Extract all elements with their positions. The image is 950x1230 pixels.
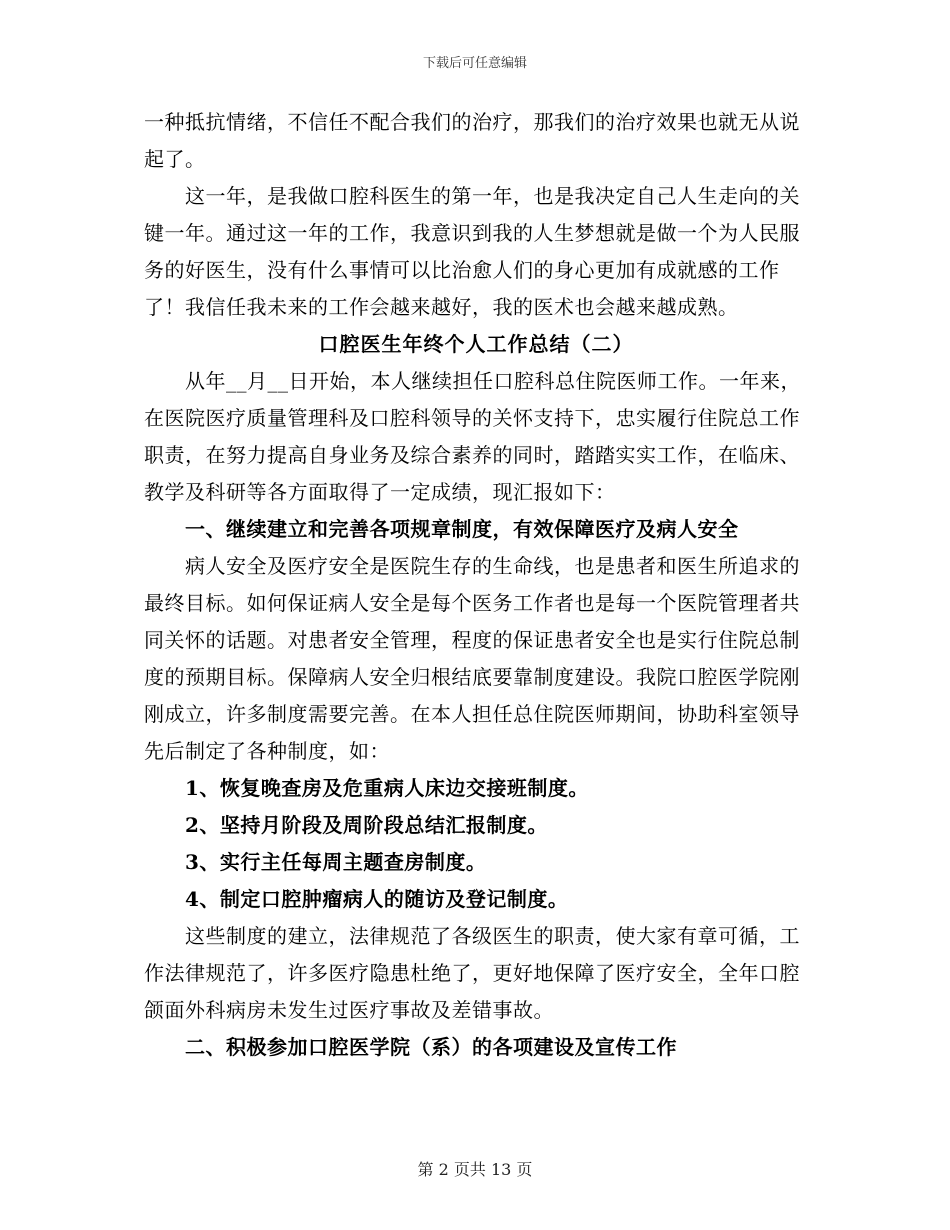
list-item: 1、恢复晚查房及危重病人床边交接班制度。 xyxy=(185,776,589,800)
paragraph-intro: 从年__月__日开始，本人继续担任口腔科总住院医师工作。一年来，在医院医疗质量管理科及口腔科领导的关怀支持下，忠实履行住院总工作职责，在努力提高自身业务及综合素养的同时，踏踏实实工作，在临床、教学及科研等各方面取得了一定成绩，现汇报如下： xyxy=(144,369,801,504)
page-header: 下载后可任意编辑 xyxy=(422,56,527,71)
page-footer: 第 2 页共 13 页 xyxy=(417,1160,533,1179)
paragraph-results: 这些制度的建立，法律规范了各级医生的职责，使大家有章可循，工作法律规范了，许多医疗隐患杜绝了，更好地保障了医疗安全，全年口腔颌面外科病房未发生过医疗事故及差错事故。 xyxy=(144,924,800,1022)
list-item: 4、制定口腔肿瘤病人的随访及登记制度。 xyxy=(185,887,569,911)
heading-one: 一、继续建立和完善各项规章制度，有效保障医疗及病人安全 xyxy=(185,517,739,541)
section-title: 口腔医生年终个人工作总结（二） xyxy=(318,332,634,356)
list-item: 2、坚持月阶段及周阶段总结汇报制度。 xyxy=(185,813,548,837)
paragraph-continuation: 一种抵抗情绪，不信任不配合我们的治疗，那我们的治疗效果也就无从说起了。 xyxy=(144,110,800,171)
document-body xyxy=(144,104,808,1066)
list-item: 3、实行主任每周主题查房制度。 xyxy=(185,850,487,874)
paragraph-safety: 病人安全及医疗安全是医院生存的生命线，也是患者和医生所追求的最终目标。如何保证病人安全是每个医务工作者也是每一个医院管理者共同关怀的话题。对患者安全管理，程度的保证患者安全也是实行住院总制度的预期目标。保障病人安全归根结底要靠制度建设。我院口腔医学院刚刚成立，许多制度需要完善。在本人担任总住院医师期间，协助科室领导先后制定了各种制度，如： xyxy=(144,554,800,763)
heading-two: 二、积极参加口腔医学院（系）的各项建设及宣传工作 xyxy=(185,1035,677,1059)
paragraph-first-year: 这一年，是我做口腔科医生的第一年，也是我决定自己人生走向的关键一年。通过这一年的工作，我意识到我的人生梦想就是做一个为人民服务的好医生，没有什么事情可以比治愈人们的身心更加有成就感的工作了！我信任我未来的工作会越来越好，我的医术也会越来越成熟。 xyxy=(144,184,800,319)
